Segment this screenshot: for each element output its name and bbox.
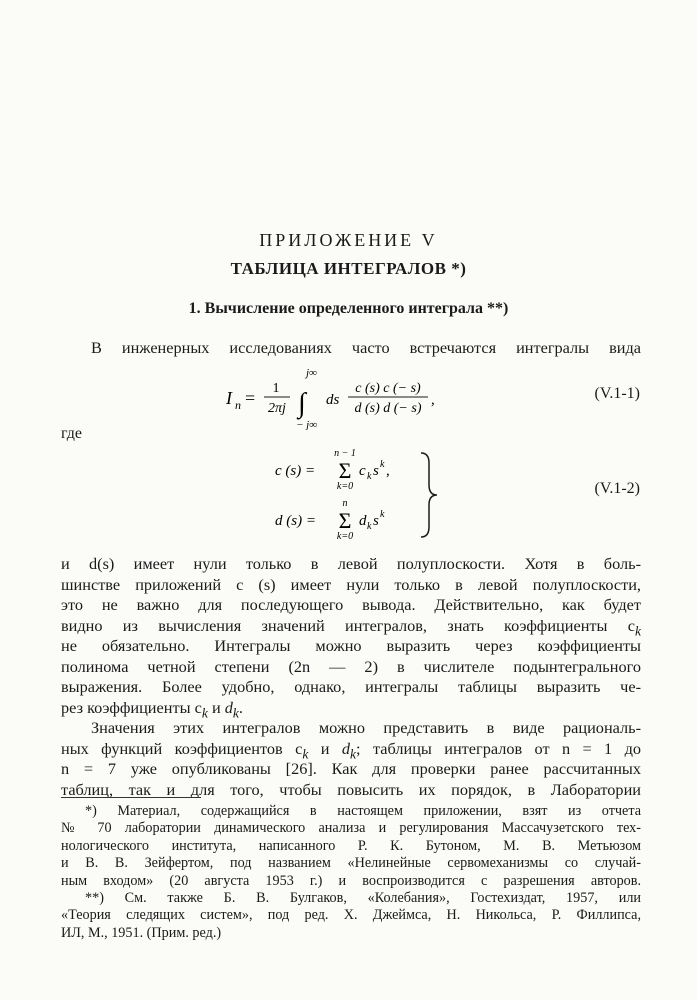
footnote-2-line: **) См. также Б. В. Булгаков, «Колебания», Гостехиздат, 1957, или <box>85 889 641 906</box>
footnote-2-line: ИЛ, М., 1951. (Прим. ред.) <box>61 924 222 941</box>
line-rest: ; таблицы интегралов от n = 1 до <box>356 738 641 758</box>
eq1-frac-den: 2πj <box>268 401 286 416</box>
eq2-c-sum-upper: n − 1 <box>334 448 356 459</box>
d-symbol: d <box>341 738 351 758</box>
eq2-c-term-sub: k <box>367 471 372 482</box>
eq2-d-sigma: Σ <box>338 508 352 533</box>
eq2-right-brace <box>421 453 437 537</box>
eq2-d-term: d <box>359 513 367 529</box>
eq2-c-lhs: c (s) = <box>275 463 316 479</box>
body-line-text: рез коэффициенты c <box>61 697 202 717</box>
eq1-den-expr: d (s) d (− s) <box>354 401 422 416</box>
equation-1 <box>226 366 486 430</box>
body-line: шинстве приложений c (s) имеет нули только в левой полуплоскости, <box>61 574 641 594</box>
sub-k: k <box>350 745 357 761</box>
body-line-text: видно из вычисления значений интегралов, знать коэффициенты c <box>61 615 635 635</box>
eq2-d-term-sup: k <box>380 509 385 520</box>
eq2-d-term-sub: k <box>367 521 372 532</box>
body-line-functions <box>61 739 641 760</box>
eq1-lhs-sub: n <box>235 398 241 412</box>
footnote-2-line: «Теория следящих систем», под ред. Х. Джеймса, Н. Никольса, Р. Филлипса, <box>61 907 641 924</box>
body-line: n = 7 уже опубликованы [26]. Как для проверки ранее рассчитанных <box>61 759 641 778</box>
d-symbol: d <box>224 697 233 717</box>
body-line: полинома четной степени (2n — 2) в числителе подынтегрального <box>61 656 641 676</box>
eq1-equals: = <box>245 388 256 408</box>
sub-k: k <box>634 622 641 638</box>
body-line-with-ck <box>61 616 641 637</box>
paragraph-2 <box>61 718 641 800</box>
footnote-1-line: ным входом» (20 августа 1953 г.) и воспроизводится с разрешения авторов. <box>61 872 641 889</box>
body-line-ck-dk <box>61 698 641 719</box>
appendix-title: ПРИЛОЖЕНИЕ V <box>259 230 438 250</box>
sub-k: k <box>201 704 208 720</box>
equation-2-number: (V.1-2) <box>594 480 640 497</box>
body-line: это не важно для последующего вывода. Действительно, как будет <box>61 595 641 614</box>
eq1-integral-sign: ∫ <box>298 388 306 419</box>
eq1-ds: ds <box>326 392 340 408</box>
body-line: не обязательно. Интегралы можно выразить через коэффициенты <box>61 636 641 655</box>
footnote-divider <box>61 797 201 798</box>
eq1-frac-num: 1 <box>272 381 280 396</box>
intro-paragraph <box>61 338 641 359</box>
where-label: где <box>61 425 83 442</box>
eq2-d-sum-lower: k=0 <box>336 531 354 542</box>
eq2-c-term: c <box>359 463 366 479</box>
eq2-c-sigma: Σ <box>338 458 352 483</box>
eq2-c-term-s: s <box>373 463 379 479</box>
footnote-1-line: нологического института, написанного Р. К. Бутоном, М. В. Метьюзом <box>61 837 641 854</box>
eq1-lower-limit: − j∞ <box>296 419 318 430</box>
eq2-d-lhs: d (s) = <box>275 513 316 529</box>
table-title: ТАБЛИЦА ИНТЕГРАЛОВ *) <box>230 259 467 278</box>
section-title: 1. Вычисление определенного интеграла **) <box>188 300 509 317</box>
and-word: и <box>320 738 330 758</box>
body-line: Значения этих интегралов можно представить в виде рациональ- <box>91 718 641 737</box>
sub-k: k <box>232 704 239 720</box>
eq2-d-sum-upper: n <box>342 498 348 509</box>
footnote-1-line: № 70 лаборатории динамического анализа и регулирования Массачузетского тех- <box>61 820 641 837</box>
equation-1-number: (V.1-1) <box>594 385 640 402</box>
eq2-c-comma: , <box>386 463 390 479</box>
body-line: таблиц, так и для того, чтобы повысить их порядок, в Лаборатории <box>61 779 641 799</box>
intro-line: В инженерных исследованиях часто встречаются интегралы вида <box>91 338 641 357</box>
eq2-d-term-s: s <box>373 513 379 529</box>
sub-k: k <box>302 745 309 761</box>
body-line-text: ных функций коэффициентов c <box>61 738 303 758</box>
footnotes <box>61 803 641 942</box>
eq2-c-sum-lower: k=0 <box>336 481 354 492</box>
footnote-1-line: и В. В. Зейфертом, под названием «Нелинейные сервомеханизмы со случай- <box>61 855 641 872</box>
footnote-1-line: *) Материал, содержащийся в настоящем приложении, взят из отчета <box>85 803 641 819</box>
eq1-upper-limit: j∞ <box>306 367 317 379</box>
period: . <box>238 697 243 717</box>
body-line: и d(s) имеет нули только в левой полуплоскости. Хотя в боль- <box>61 554 641 573</box>
body-line: выражения. Более удобно, однако, интегралы таблицы выразить че- <box>61 677 641 696</box>
equation-2 <box>275 445 445 545</box>
eq1-comma: , <box>431 392 435 408</box>
and-word: и <box>211 697 221 717</box>
eq2-c-term-sup: k <box>380 459 385 470</box>
eq1-num-expr: c (s) c (− s) <box>355 381 421 396</box>
eq1-lhs: I <box>226 388 232 408</box>
body-text <box>61 554 641 800</box>
